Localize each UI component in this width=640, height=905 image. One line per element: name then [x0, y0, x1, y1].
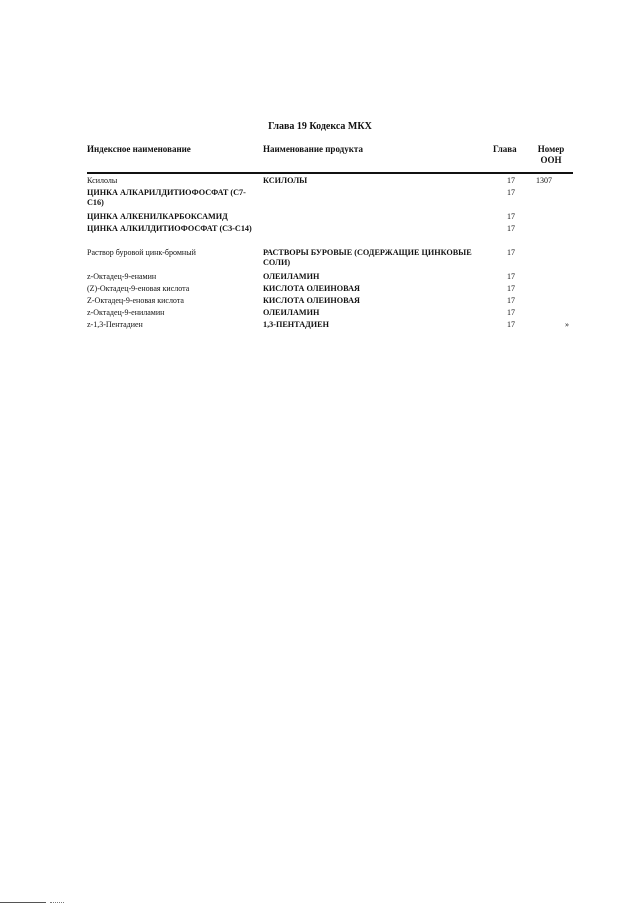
chapter-cell: 17: [507, 284, 515, 293]
table-row: [87, 248, 573, 270]
table-row: [87, 272, 573, 282]
column-header-product-name: Наименование продукта: [263, 144, 363, 154]
index-name-cell: (Z)-Октадец-9-еновая кислота: [87, 284, 190, 293]
index-name-cell: Раствор буровой цинк-бромный: [87, 248, 196, 257]
index-name-cell: Ксилолы: [87, 176, 118, 185]
table-row: [87, 212, 573, 222]
index-name-cell: z-Октадец-9-ениламин: [87, 308, 165, 317]
product-name-cell: ОЛЕИЛАМИН: [263, 272, 320, 281]
table-body: [87, 174, 573, 330]
chapter-cell: 17: [507, 188, 515, 197]
index-name-cell: ЦИНКА АЛКЕНИЛКАРБОКСАМИД: [87, 212, 228, 221]
table-row: [87, 296, 573, 306]
product-name-cell: КИСЛОТА ОЛЕИНОВАЯ: [263, 296, 360, 305]
table-row: [87, 224, 573, 246]
table-row: [87, 308, 573, 318]
chapter-cell: 17: [507, 248, 515, 257]
chapter-cell: 17: [507, 176, 515, 185]
table-row: [87, 320, 573, 330]
table-row: [87, 188, 573, 210]
column-header-index-name: Индексное наименование: [87, 144, 191, 154]
product-name-cell: КИСЛОТА ОЛЕИНОВАЯ: [263, 284, 360, 293]
footnote-rule: [0, 902, 46, 903]
product-name-cell: РАСТВОРЫ БУРОВЫЕ (СОДЕРЖАЩИЕ ЦИНКОВЫЕ СОЛИ): [263, 248, 472, 267]
un-number-cell: 1307: [536, 176, 552, 185]
index-name-cell: ЦИНКА АЛКАРИЛДИТИОФОСФАТ (С7-С16): [87, 188, 246, 207]
index-name-cell: z-Октадец-9-енамин: [87, 272, 157, 281]
index-name-cell: ЦИНКА АЛКИЛДИТИОФОСФАТ (С3-С14): [87, 224, 252, 233]
chapter-cell: 17: [507, 320, 515, 329]
product-name-cell: 1,3-ПЕНТАДИЕН: [263, 320, 329, 329]
chapter-cell: 17: [507, 272, 515, 281]
chapter-cell: 17: [507, 212, 515, 221]
chapter-cell: 17: [507, 296, 515, 305]
page-title: Глава 19 Кодекса МКХ: [268, 121, 372, 132]
table-header: [87, 144, 573, 174]
column-header-un-number: Номер ООН: [537, 144, 565, 165]
column-header-chapter: Глава: [493, 144, 517, 154]
index-table: [87, 144, 573, 332]
product-name-cell: ОЛЕИЛАМИН: [263, 308, 320, 317]
footnote-rule-dotted: [50, 902, 64, 903]
index-name-cell: z-1,3-Пентадиен: [87, 320, 143, 329]
continuation-mark: »: [565, 320, 569, 329]
table-row: [87, 284, 573, 294]
index-name-cell: Z-Октадец-9-еновая кислота: [87, 296, 184, 305]
table-row: [87, 176, 573, 186]
product-name-cell: КСИЛОЛЫ: [263, 176, 308, 185]
chapter-cell: 17: [507, 308, 515, 317]
chapter-cell: 17: [507, 224, 515, 233]
